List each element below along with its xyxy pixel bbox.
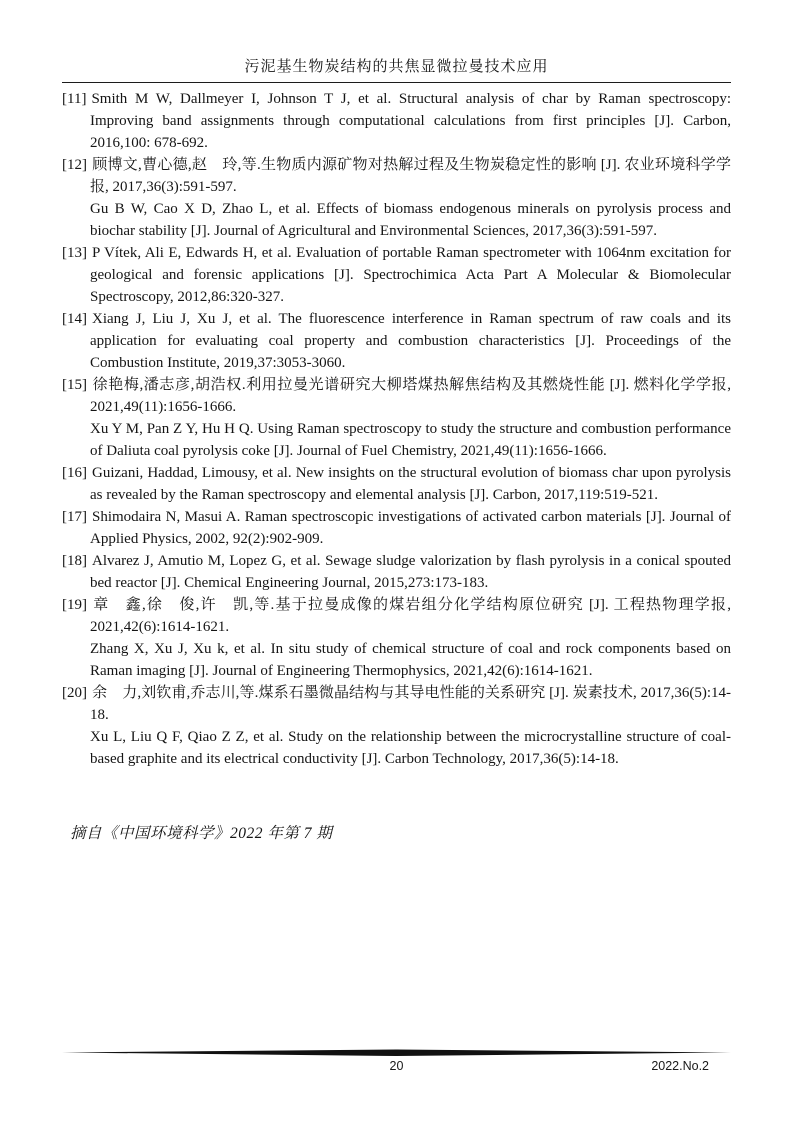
reference-item — [62, 374, 731, 462]
reference-number: [16] — [62, 465, 87, 481]
page-number: 20 — [389, 1059, 404, 1073]
reference-text: 徐艳梅,潘志彦,胡浩权.利用拉曼光谱研究大柳塔煤热解焦结构及其燃烧性能 [J]. 燃料化学学报, 2021,49(11):1656-1666. — [90, 377, 731, 415]
reference-item — [62, 308, 731, 374]
reference-translation: Xu L, Liu Q F, Qiao Z Z, et al. Study on the relationship between the microcrystalline structure of coal-based graphite and its electrical conductivity [J]. Carbon Technology, 2017,36(5):14-18. — [90, 729, 731, 767]
source-note: 摘自《中国环境科学》2022 年第 7 期 — [70, 825, 333, 842]
reference-number: [17] — [62, 509, 87, 525]
reference-text: 顾博文,曹心德,赵 玲,等.生物质内源矿物对热解过程及生物炭稳定性的影响 [J]. 农业环境科学学报, 2017,36(3):591-597. — [90, 157, 731, 195]
page-header — [62, 57, 731, 83]
reference-text: Guizani, Haddad, Limousy, et al. New insights on the structural evolution of biomass char upon pyrolysis as revealed by the Raman spectroscopy and elemental analysis [J]. Carbon, 2017,119:519-521. — [90, 465, 731, 503]
reference-entry — [62, 550, 731, 594]
reference-entry — [62, 462, 731, 506]
header-rule — [62, 82, 731, 83]
reference-text: Smith M W, Dallmeyer I, Johnson T J, et al. Structural analysis of char by Raman spectroscopy: Improving band assignments through computational calculations from first principles [J]. Carbon, 2016,100: 678-692. — [90, 91, 731, 151]
reference-number: [20] — [62, 685, 87, 701]
running-title: 污泥基生物炭结构的共焦显微拉曼技术应用 — [244, 59, 549, 75]
reference-translation: Xu Y M, Pan Z Y, Hu H Q. Using Raman spectroscopy to study the structure and combustion performance of Daliuta coal pyrolysis coke [J]. Journal of Fuel Chemistry, 2021,49(11):1656-1666. — [90, 421, 731, 459]
reference-translation: Gu B W, Cao X D, Zhao L, et al. Effects of biomass endogenous minerals on pyrolysis process and biochar stability [J]. Journal of Agricultural and Environmental Sciences, 2017,36(3):591-597. — [90, 201, 731, 239]
reference-entry — [62, 88, 731, 154]
reference-number: [11] — [62, 91, 87, 107]
reference-number: [19] — [62, 597, 87, 613]
reference-number: [13] — [62, 245, 87, 261]
reference-number: [15] — [62, 377, 87, 393]
reference-item — [62, 154, 731, 242]
page-footer — [62, 1049, 731, 1074]
page-content — [62, 57, 731, 843]
reference-text: P Vítek, Ali E, Edwards H, et al. Evaluation of portable Raman spectrometer with 1064nm excitation for geological and forensic applications [J]. Spectrochimica Acta Part A Molecular & Biomolecular Spectroscopy, 2012,86:320-327. — [90, 245, 731, 305]
reference-number: [18] — [62, 553, 87, 569]
reference-item — [62, 506, 731, 550]
reference-text: 章 鑫,徐 俊,许 凯,等.基于拉曼成像的煤岩组分化学结构原位研究 [J]. 工程热物理学报, 2021,42(6):1614-1621. — [90, 597, 731, 635]
reference-entry — [62, 308, 731, 374]
reference-entry — [62, 682, 731, 726]
reference-text: 余 力,刘钦甫,乔志川,等.煤系石墨微晶结构与其导电性能的关系研究 [J]. 炭素技术, 2017,36(5):14-18. — [90, 685, 731, 723]
reference-entry — [62, 374, 731, 418]
reference-text: Xiang J, Liu J, Xu J, et al. The fluorescence interference in Raman spectrum of raw coals and its application for evaluating coal property and combustion characteristics [J]. Proceedings of the Combustion Institute, 2019,37:3053-3060. — [90, 311, 731, 371]
reference-translation: Zhang X, Xu J, Xu k, et al. In situ study of chemical structure of coal and rock components based on Raman imaging [J]. Journal of Engineering Thermophysics, 2021,42(6):1614-1621. — [90, 641, 731, 679]
reference-entry — [62, 154, 731, 198]
reference-item — [62, 242, 731, 308]
footer-row — [62, 1058, 731, 1074]
reference-text: Shimodaira N, Masui A. Raman spectroscopic investigations of activated carbon materials [J]. Journal of Applied Physics, 2002, 92(2):902-909. — [90, 509, 731, 547]
reference-item — [62, 594, 731, 682]
reference-item — [62, 550, 731, 594]
issue-label: 2022.No.2 — [651, 1059, 709, 1073]
reference-list — [62, 88, 731, 770]
reference-entry — [62, 242, 731, 308]
reference-item — [62, 682, 731, 770]
footer-divider-bar — [62, 1049, 731, 1057]
reference-item — [62, 88, 731, 154]
reference-number: [14] — [62, 311, 87, 327]
reference-entry — [62, 594, 731, 638]
reference-number: [12] — [62, 157, 87, 173]
reference-text: Alvarez J, Amutio M, Lopez G, et al. Sewage sludge valorization by flash pyrolysis in a conical spouted bed reactor [J]. Chemical Engineering Journal, 2015,273:173-183. — [90, 553, 731, 591]
reference-entry — [62, 506, 731, 550]
reference-item — [62, 462, 731, 506]
